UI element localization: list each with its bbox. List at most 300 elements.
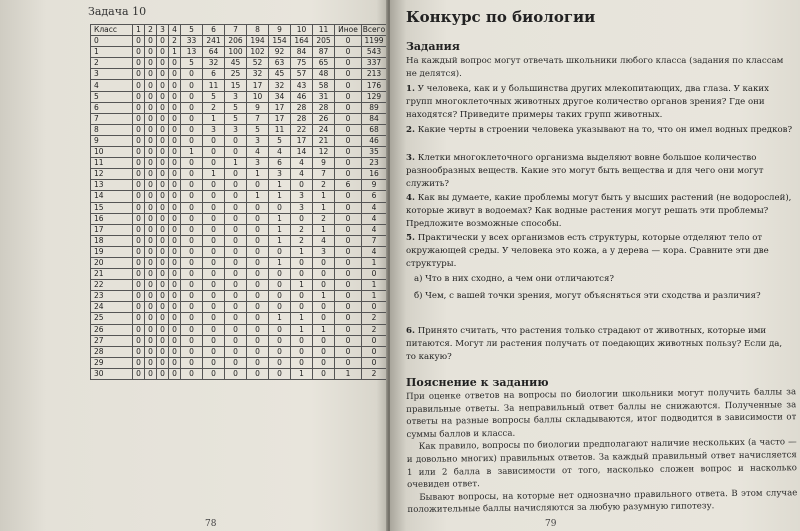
table-cell: 0 [335,147,362,158]
table-cell: 0 [225,324,247,335]
table-cell: 0 [169,191,181,202]
table-cell: 0 [247,302,269,313]
table-cell: 0 [157,291,169,302]
table-cell: 12 [91,169,133,180]
table-cell: 2 [291,224,313,235]
option-label: а) [414,274,423,284]
table-row [91,291,387,302]
table-cell: 0 [157,191,169,202]
table-cell: 0 [335,357,362,368]
table-cell: 0 [169,80,181,91]
table-cell: 0 [291,291,313,302]
table-cell: 0 [335,313,362,324]
table-cell: 0 [169,135,181,146]
table-cell: 0 [145,280,157,291]
table-cell: 205 [313,36,335,47]
table-cell: 0 [145,69,157,80]
table-cell: 1 [335,368,362,379]
question-text: У человека, как и у большинства других млекопитающих, два глаза. У каких групп многоклеточных животных другое количество органов зрения? Где они находятся? Приведите примеры таких групп животных. [406,84,769,120]
table-cell: 0 [133,147,145,158]
table-cell: 46 [362,135,387,146]
table-cell: 24 [91,302,133,313]
table-cell: 63 [269,58,291,69]
table-cell: 0 [145,224,157,235]
table-cell: 2 [291,235,313,246]
table-cell: 0 [181,368,203,379]
table-cell: 1 [203,169,225,180]
table-cell: 0 [169,324,181,335]
table-cell: 0 [145,246,157,257]
column-header: 3 [157,25,169,36]
table-cell: 0 [291,357,313,368]
table-cell: 33 [181,36,203,47]
table-cell: 11 [91,158,133,169]
table-cell: 0 [181,313,203,324]
table-row [91,368,387,379]
table-cell: 28 [291,102,313,113]
table-cell: 11 [269,124,291,135]
table-cell: 0 [157,257,169,268]
table-cell: 21 [313,135,335,146]
table-cell: 0 [145,346,157,357]
table-cell: 0 [225,224,247,235]
table-cell: 0 [169,302,181,313]
table-cell: 16 [362,169,387,180]
table-cell: 0 [133,224,145,235]
table-cell: 0 [203,291,225,302]
table-cell: 0 [181,169,203,180]
table-cell: 1 [313,191,335,202]
table-cell: 0 [157,302,169,313]
table-row [91,346,387,357]
column-header: 11 [313,25,335,36]
table-cell: 0 [335,191,362,202]
table-cell: 0 [169,224,181,235]
table-cell: 3 [247,135,269,146]
table-cell: 0 [145,257,157,268]
table-cell: 21 [91,269,133,280]
table-cell: 10 [91,147,133,158]
column-header: 5 [181,25,203,36]
table-cell: 0 [335,324,362,335]
table-cell: 0 [225,213,247,224]
table-cell: 1 [313,224,335,235]
table-cell: 0 [313,335,335,346]
table-cell: 4 [362,213,387,224]
table-cell: 0 [169,235,181,246]
table-cell: 17 [247,80,269,91]
table-cell: 0 [362,302,387,313]
table-cell: 0 [225,147,247,158]
question-number: 6. [406,326,415,336]
table-cell: 0 [225,257,247,268]
table-cell: 58 [313,80,335,91]
table-cell: 0 [269,346,291,357]
table-cell: 0 [181,235,203,246]
table-cell: 0 [169,291,181,302]
table-cell: 1 [169,47,181,58]
table-cell: 6 [203,69,225,80]
question-number: 3. [406,153,415,163]
table-cell: 0 [145,202,157,213]
table-cell: 0 [181,257,203,268]
page-title: Конкурс по биологии [406,8,596,26]
table-cell: 1 [269,313,291,324]
question-text: Как вы думаете, какие проблемы могут быть у высших растений (не водорослей), которые живут в водоемах? Как водные растения могут решать эти проблемы? Предложите возможные способы. [406,193,792,229]
table-cell: 26 [91,324,133,335]
table-cell: 1 [362,257,387,268]
table-cell: 57 [291,69,313,80]
table-cell: 17 [269,102,291,113]
table-cell: 0 [203,368,225,379]
table-cell: 0 [203,180,225,191]
table-cell: 15 [225,80,247,91]
table-cell: 102 [247,47,269,58]
table-cell: 0 [203,257,225,268]
table-cell: 337 [362,58,387,69]
table-cell: 0 [145,269,157,280]
table-cell: 4 [291,158,313,169]
table-cell: 23 [91,291,133,302]
column-header: 9 [269,25,291,36]
table-cell: 0 [157,36,169,47]
table-cell: 1 [247,169,269,180]
table-cell: 0 [133,313,145,324]
right-page-number: 79 [545,519,557,529]
table-cell: 0 [335,80,362,91]
table-cell: 0 [203,280,225,291]
table-cell: 28 [291,113,313,124]
table-cell: 4 [362,246,387,257]
table-cell: 26 [313,113,335,124]
table-row [91,135,387,146]
table-cell: 0 [362,269,387,280]
table-cell: 0 [335,58,362,69]
table-cell: 0 [291,302,313,313]
table-cell: 0 [291,335,313,346]
table-row [91,191,387,202]
table-cell: 206 [225,36,247,47]
table-cell: 0 [145,124,157,135]
table-cell: 0 [133,58,145,69]
table-cell: 0 [157,357,169,368]
table-cell: 0 [181,158,203,169]
table-cell: 48 [313,69,335,80]
table-cell: 24 [313,124,335,135]
table-cell: 3 [313,246,335,257]
table-cell: 0 [362,346,387,357]
table-cell: 0 [269,269,291,280]
table-cell: 75 [291,58,313,69]
table-cell: 164 [291,36,313,47]
table-cell: 0 [203,269,225,280]
table-cell: 32 [269,80,291,91]
table-cell: 0 [157,235,169,246]
table-cell: 0 [181,213,203,224]
table-cell: 22 [91,280,133,291]
table-cell: 1 [225,158,247,169]
table-cell: 0 [269,302,291,313]
table-cell: 5 [269,135,291,146]
table-cell: 25 [91,313,133,324]
table-cell: 0 [269,368,291,379]
table-cell: 0 [145,36,157,47]
table-cell: 0 [247,291,269,302]
table-cell: 4 [313,235,335,246]
table-cell: 0 [225,269,247,280]
table-cell: 27 [91,335,133,346]
table-cell: 0 [133,202,145,213]
table-row [91,102,387,113]
table-cell: 0 [133,246,145,257]
table-cell: 0 [225,191,247,202]
table-cell: 0 [133,102,145,113]
table-cell: 3 [291,191,313,202]
table-cell: 65 [313,58,335,69]
table-cell: 6 [362,191,387,202]
table-cell: 17 [269,113,291,124]
table-cell: 0 [145,313,157,324]
table-cell: 0 [157,202,169,213]
question-1 [406,83,794,122]
table-cell: 0 [157,335,169,346]
table-row [91,213,387,224]
explanation-heading: Пояснение к заданию [406,376,549,389]
table-cell: 0 [169,257,181,268]
table-cell: 0 [335,169,362,180]
table-cell: 0 [247,269,269,280]
question-text: Клетки многоклеточного организма выделяют вовне большое количество разнообразных веществ. Какие это могут быть вещества и для чего они могут служить? [406,153,764,189]
table-cell: 1 [269,180,291,191]
table-cell: 0 [145,80,157,91]
table-cell: 0 [313,302,335,313]
table-cell: 1 [269,213,291,224]
option-a [414,273,794,286]
table-cell: 0 [157,158,169,169]
table-cell: 46 [291,91,313,102]
table-cell: 0 [203,357,225,368]
table-cell: 1 [313,324,335,335]
table-cell: 0 [169,69,181,80]
table-cell: 0 [181,335,203,346]
table-cell: 30 [91,368,133,379]
table-cell: 89 [362,102,387,113]
table-cell: 0 [157,246,169,257]
table-cell: 0 [203,302,225,313]
option-text: Чем, с вашей точки зрения, могут объясняться эти сходства и различия? [425,291,761,301]
table-cell: 18 [91,235,133,246]
table-row [91,36,387,47]
table-cell: 64 [203,47,225,58]
table-cell: 0 [269,246,291,257]
table-cell: 0 [313,357,335,368]
table-cell: 0 [181,191,203,202]
table-cell: 0 [157,147,169,158]
table-row [91,302,387,313]
table-cell: 0 [269,280,291,291]
table-cell: 0 [247,346,269,357]
tasks-intro: На каждый вопрос могут отвечать школьники любого класса (задания по классам не делятся). [406,56,784,79]
question-2 [406,124,794,137]
table-cell: 0 [157,368,169,379]
table-cell: 0 [203,324,225,335]
table-cell: 176 [362,80,387,91]
table-cell: 0 [169,169,181,180]
table-cell: 0 [225,357,247,368]
table-cell: 0 [157,224,169,235]
table-cell: 0 [145,113,157,124]
table-row [91,246,387,257]
table-cell: 23 [362,158,387,169]
table-cell: 0 [247,357,269,368]
table-cell: 0 [157,135,169,146]
table-cell: 13 [91,180,133,191]
table-cell: 3 [225,124,247,135]
table-cell: 0 [181,346,203,357]
table-cell: 0 [181,224,203,235]
table-cell: 0 [145,302,157,313]
table-cell: 0 [335,69,362,80]
table-cell: 0 [247,224,269,235]
table-cell: 0 [203,313,225,324]
table-cell: 0 [169,346,181,357]
table-cell: 0 [133,158,145,169]
table-cell: 0 [133,191,145,202]
table-cell: 0 [203,224,225,235]
table-cell: 0 [335,135,362,146]
table-cell: 0 [145,58,157,69]
table-cell: 129 [362,91,387,102]
question-text: Принято считать, что растения только страдают от животных, которые ими питаются. Могут ли растения получать от поедающих животных пользу? Если да, то какую? [406,326,783,362]
table-cell: 0 [133,269,145,280]
table-cell: 28 [91,346,133,357]
table-cell: 0 [247,235,269,246]
table-cell: 7 [362,235,387,246]
table-cell: 14 [291,147,313,158]
table-cell: 0 [335,280,362,291]
table-cell: 0 [225,169,247,180]
table-cell: 1 [313,291,335,302]
table-cell: 11 [203,80,225,91]
table-cell: 0 [313,313,335,324]
question-6 [406,325,794,364]
table-cell: 68 [362,124,387,135]
table-cell: 0 [335,346,362,357]
table-cell: 0 [335,257,362,268]
question-4 [406,192,794,231]
table-cell: 0 [169,124,181,135]
table-cell: 0 [169,158,181,169]
table-cell: 0 [247,280,269,291]
table-cell: 0 [133,113,145,124]
table-cell: 0 [133,368,145,379]
table-cell: 0 [335,91,362,102]
table-row [91,69,387,80]
table-cell: 0 [157,269,169,280]
table-cell: 0 [169,202,181,213]
table-cell: 154 [269,36,291,47]
table-row [91,280,387,291]
column-header: Иное [335,25,362,36]
table-cell: 0 [203,246,225,257]
table-cell: 2 [91,58,133,69]
table-cell: 0 [133,80,145,91]
table-cell: 2 [203,102,225,113]
table-cell: 3 [269,169,291,180]
column-header: 7 [225,25,247,36]
table-cell: 9 [313,158,335,169]
question-5 [406,232,794,271]
question-3 [406,152,794,191]
table-cell: 0 [313,346,335,357]
table-row [91,224,387,235]
table-cell: 1 [181,147,203,158]
table-cell: 12 [313,147,335,158]
table-cell: 34 [269,91,291,102]
table-cell: 0 [181,246,203,257]
table-cell: 0 [181,135,203,146]
question-text: Практически у всех организмов есть структуры, которые отделяют тело от окружающей среды. У человека это кожа, а у дерева — кора. Сравните эти две структуры. [406,233,769,269]
question-number: 1. [406,84,415,94]
table-cell: 0 [145,147,157,158]
table-cell: 17 [91,224,133,235]
table-cell: 0 [203,335,225,346]
table-row [91,257,387,268]
table-cell: 543 [362,47,387,58]
table-cell: 0 [335,124,362,135]
table-cell: 0 [313,368,335,379]
table-cell: 0 [269,357,291,368]
column-header: 2 [145,25,157,36]
table-cell: 0 [203,346,225,357]
table-cell: 0 [225,135,247,146]
table-cell: 0 [169,213,181,224]
table-cell: 0 [335,158,362,169]
table-cell: 0 [335,113,362,124]
table-row [91,269,387,280]
table-cell: 0 [169,335,181,346]
table-cell: 0 [181,91,203,102]
table-cell: 213 [362,69,387,80]
table-cell: 0 [181,102,203,113]
table-cell: 0 [203,191,225,202]
table-cell: 0 [181,324,203,335]
table-cell: 0 [133,36,145,47]
table-cell: 22 [291,124,313,135]
table-cell: 0 [133,235,145,246]
table-cell: 1 [269,224,291,235]
table-cell: 1 [91,47,133,58]
table-cell: 9 [247,102,269,113]
table-cell: 0 [247,257,269,268]
table-cell: 4 [91,80,133,91]
table-row [91,113,387,124]
table-cell: 13 [181,47,203,58]
table-cell: 4 [291,169,313,180]
table-cell: 0 [335,335,362,346]
table-cell: 0 [203,135,225,146]
table-cell: 0 [157,280,169,291]
table-cell: 2 [362,313,387,324]
running-head: Задача 10 [88,5,147,18]
table-cell: 5 [225,102,247,113]
table-cell: 0 [157,180,169,191]
table-cell: 0 [145,368,157,379]
table-cell: 0 [145,135,157,146]
table-cell: 1 [313,202,335,213]
table-cell: 0 [157,213,169,224]
table-cell: 1 [291,246,313,257]
